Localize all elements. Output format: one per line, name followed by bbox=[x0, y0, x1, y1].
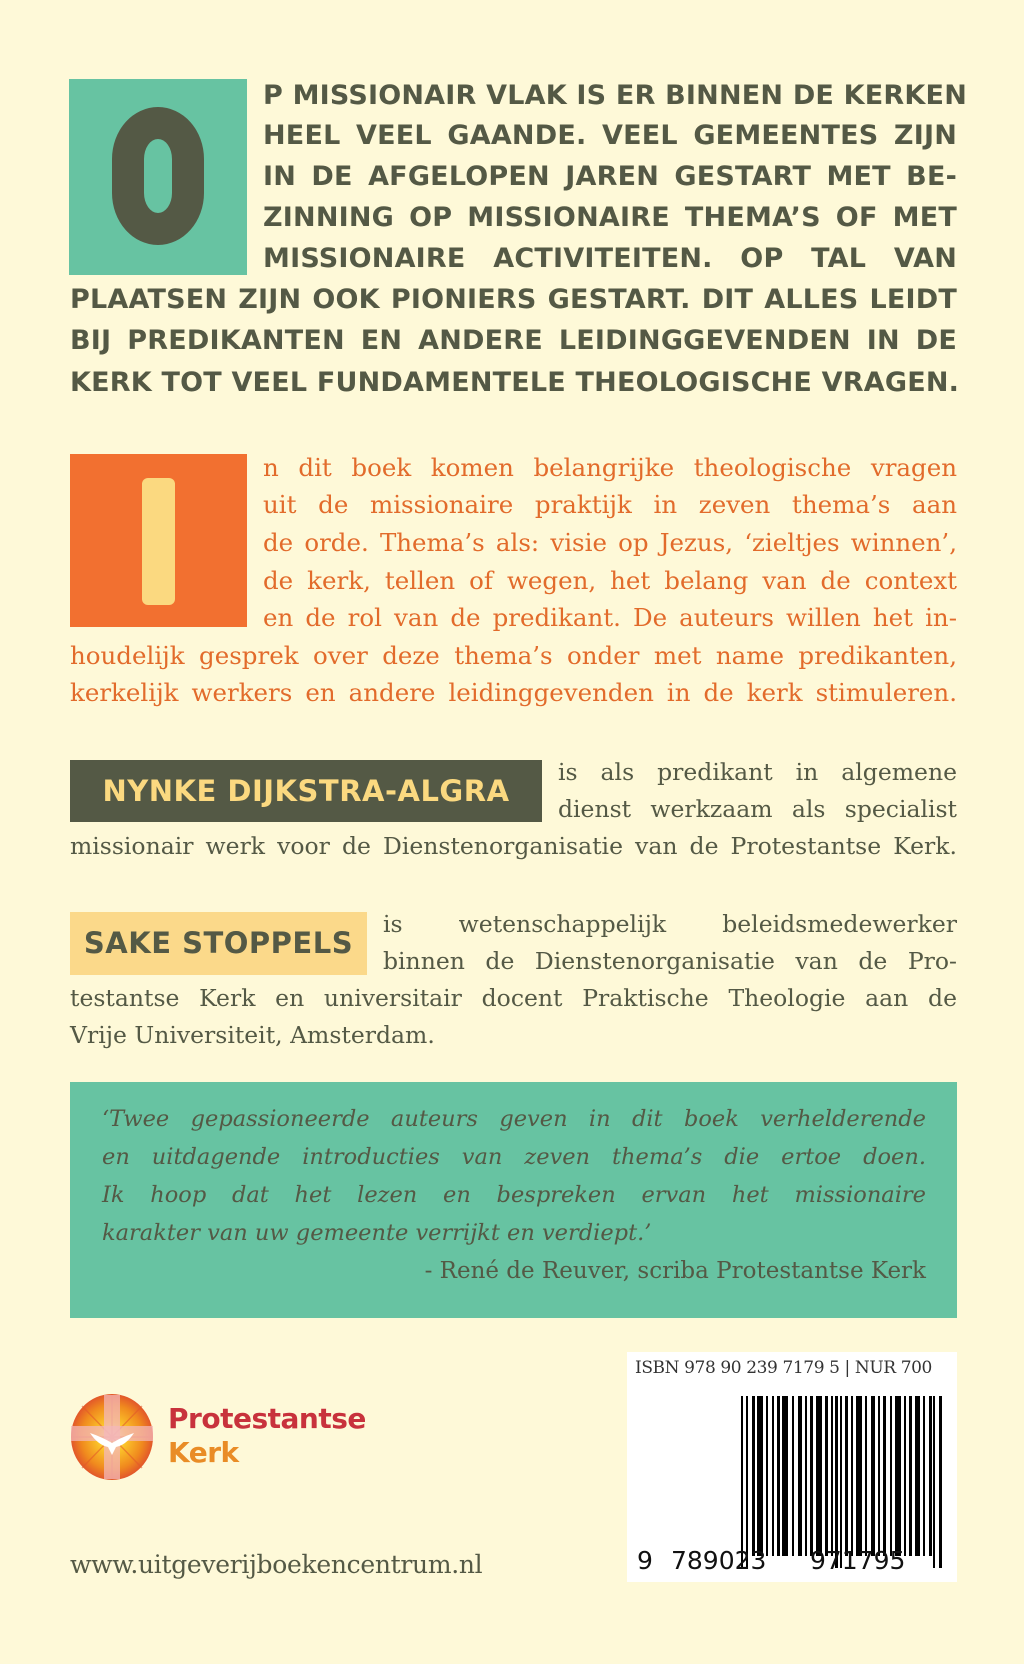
isbn-label: ISBN 978 90 239 7179 5 | NUR 700 bbox=[635, 1358, 932, 1378]
barcode-bar bbox=[831, 1396, 833, 1556]
quote-line: karakter van uw gemeente verrijkt en verdiept.’ bbox=[102, 1220, 652, 1246]
barcode-bar bbox=[835, 1396, 838, 1568]
barcode-bar bbox=[805, 1396, 807, 1556]
barcode-digits-right: 971795 bbox=[810, 1546, 906, 1575]
barcode-bar bbox=[741, 1396, 743, 1568]
bio-line: binnen de Dienstenorganisatie van de Pro- bbox=[383, 947, 957, 975]
intro-line: P MISSIONAIR VLAK IS ER BINNEN DE KERKEN bbox=[263, 80, 967, 111]
barcode-bar bbox=[878, 1396, 880, 1556]
intro-line: ZINNING OP MISSIONAIRE THEMA’S OF MET bbox=[263, 202, 957, 233]
barcode-digits-left: 789023 bbox=[671, 1546, 767, 1575]
summary-line: en de rol van de predikant. De auteurs willen het in- bbox=[263, 603, 957, 632]
intro-line: KERK TOT VEEL FUNDAMENTELE THEOLOGISCHE VRAGEN. bbox=[70, 367, 960, 398]
barcode-bar bbox=[772, 1396, 774, 1556]
barcode-bar bbox=[752, 1396, 755, 1556]
drop-cap-o bbox=[112, 107, 204, 245]
summary-line: uit de missionaire praktijk in zeven thema’s aan bbox=[263, 490, 957, 519]
drop-cap-i-box bbox=[70, 454, 247, 627]
intro-line: HEEL VEEL GAANDE. VEEL GEMEENTES ZIJN bbox=[263, 120, 957, 151]
author-name-nynke: NYNKE DIJKSTRA-ALGRA bbox=[70, 760, 542, 822]
isbn-barcode bbox=[627, 1352, 957, 1582]
summary-line: de kerk, tellen of wegen, het belang van de context bbox=[263, 566, 957, 595]
publisher-website: www.uitgeverijboekencentrum.nl bbox=[70, 1550, 483, 1579]
quote-attribution: - René de Reuver, scriba Protestantse Kerk bbox=[424, 1258, 926, 1284]
barcode-bar bbox=[929, 1396, 932, 1556]
barcode-bar bbox=[883, 1396, 886, 1556]
barcode-bar bbox=[909, 1396, 912, 1556]
drop-cap-i bbox=[142, 478, 175, 605]
drop-cap-o-box bbox=[69, 79, 247, 275]
barcode-bar bbox=[871, 1396, 875, 1556]
intro-line: IN DE AFGELOPEN JAREN GESTART MET BE- bbox=[263, 161, 957, 192]
barcode-bar bbox=[865, 1396, 867, 1556]
barcode-bar bbox=[825, 1396, 828, 1556]
summary-line: kerkelijk werkers en andere leidinggevenden in de kerk stimuleren. bbox=[70, 678, 957, 707]
barcode-bar bbox=[915, 1396, 920, 1556]
barcode-bar bbox=[856, 1396, 862, 1556]
barcode-bar bbox=[746, 1396, 748, 1568]
barcode-bar bbox=[845, 1396, 848, 1556]
dove-cross-sun-icon bbox=[68, 1393, 156, 1481]
logo-text-protestantse: Protestantse bbox=[168, 1402, 366, 1435]
summary-line: houdelijk gesprek over deze thema’s onder met name predikanten, bbox=[70, 641, 957, 670]
barcode-bar bbox=[816, 1396, 822, 1556]
endorsement-quote-box bbox=[70, 1082, 957, 1318]
barcode-bar bbox=[895, 1396, 901, 1556]
barcode-bar bbox=[792, 1396, 794, 1556]
barcode-bar bbox=[904, 1396, 906, 1556]
barcode-bar bbox=[777, 1396, 780, 1556]
barcode-bar bbox=[939, 1396, 942, 1568]
barcode-bar bbox=[840, 1396, 842, 1568]
barcode-bar bbox=[933, 1396, 935, 1568]
logo-text-kerk: Kerk bbox=[168, 1436, 239, 1469]
barcode-bar bbox=[923, 1396, 925, 1556]
bio-line: is wetenschappelijk beleidsmedewerker bbox=[383, 910, 957, 938]
bio-line: missionair werk voor de Dienstenorganisatie van de Protestantse Kerk. bbox=[70, 832, 957, 860]
barcode-bar bbox=[766, 1396, 768, 1556]
barcode-bar bbox=[810, 1396, 813, 1556]
summary-line: de orde. Thema’s als: visie op Jezus, ‘zieltjes winnen’, bbox=[263, 528, 957, 557]
intro-line: PLAATSEN ZIJN OOK PIONIERS GESTART. DIT ALLES LEIDT bbox=[70, 284, 957, 315]
quote-line: Ik hoop dat het lezen en bespreken ervan het missionaire bbox=[102, 1182, 926, 1208]
bio-line: Vrije Universiteit, Amsterdam. bbox=[70, 1021, 435, 1049]
barcode-bar bbox=[757, 1396, 763, 1556]
bio-line: dienst werkzaam als specialist bbox=[558, 795, 957, 823]
intro-line: MISSIONAIRE ACTIVITEITEN. OP TAL VAN bbox=[263, 243, 957, 274]
barcode-bar bbox=[851, 1396, 853, 1556]
bio-line: testantse Kerk en universitair docent Praktische Theologie aan de bbox=[70, 984, 957, 1012]
barcode-digit-first: 9 bbox=[637, 1546, 653, 1575]
author-name-sake: SAKE STOPPELS bbox=[70, 912, 367, 975]
quote-line: ‘Twee gepassioneerde auteurs geven in dit boek verhelderende bbox=[102, 1106, 926, 1132]
bio-line: is als predikant in algemene bbox=[558, 758, 957, 786]
barcode-bar bbox=[798, 1396, 802, 1556]
intro-line: BIJ PREDIKANTEN EN ANDERE LEIDINGGEVENDEN IN DE bbox=[70, 325, 957, 356]
quote-line: en uitdagende introducties van zeven thema’s die ertoe doen. bbox=[102, 1144, 926, 1170]
barcode-bar bbox=[890, 1396, 892, 1556]
barcode-bar bbox=[782, 1396, 788, 1556]
summary-line: n dit boek komen belangrijke theologische vragen bbox=[263, 453, 957, 482]
